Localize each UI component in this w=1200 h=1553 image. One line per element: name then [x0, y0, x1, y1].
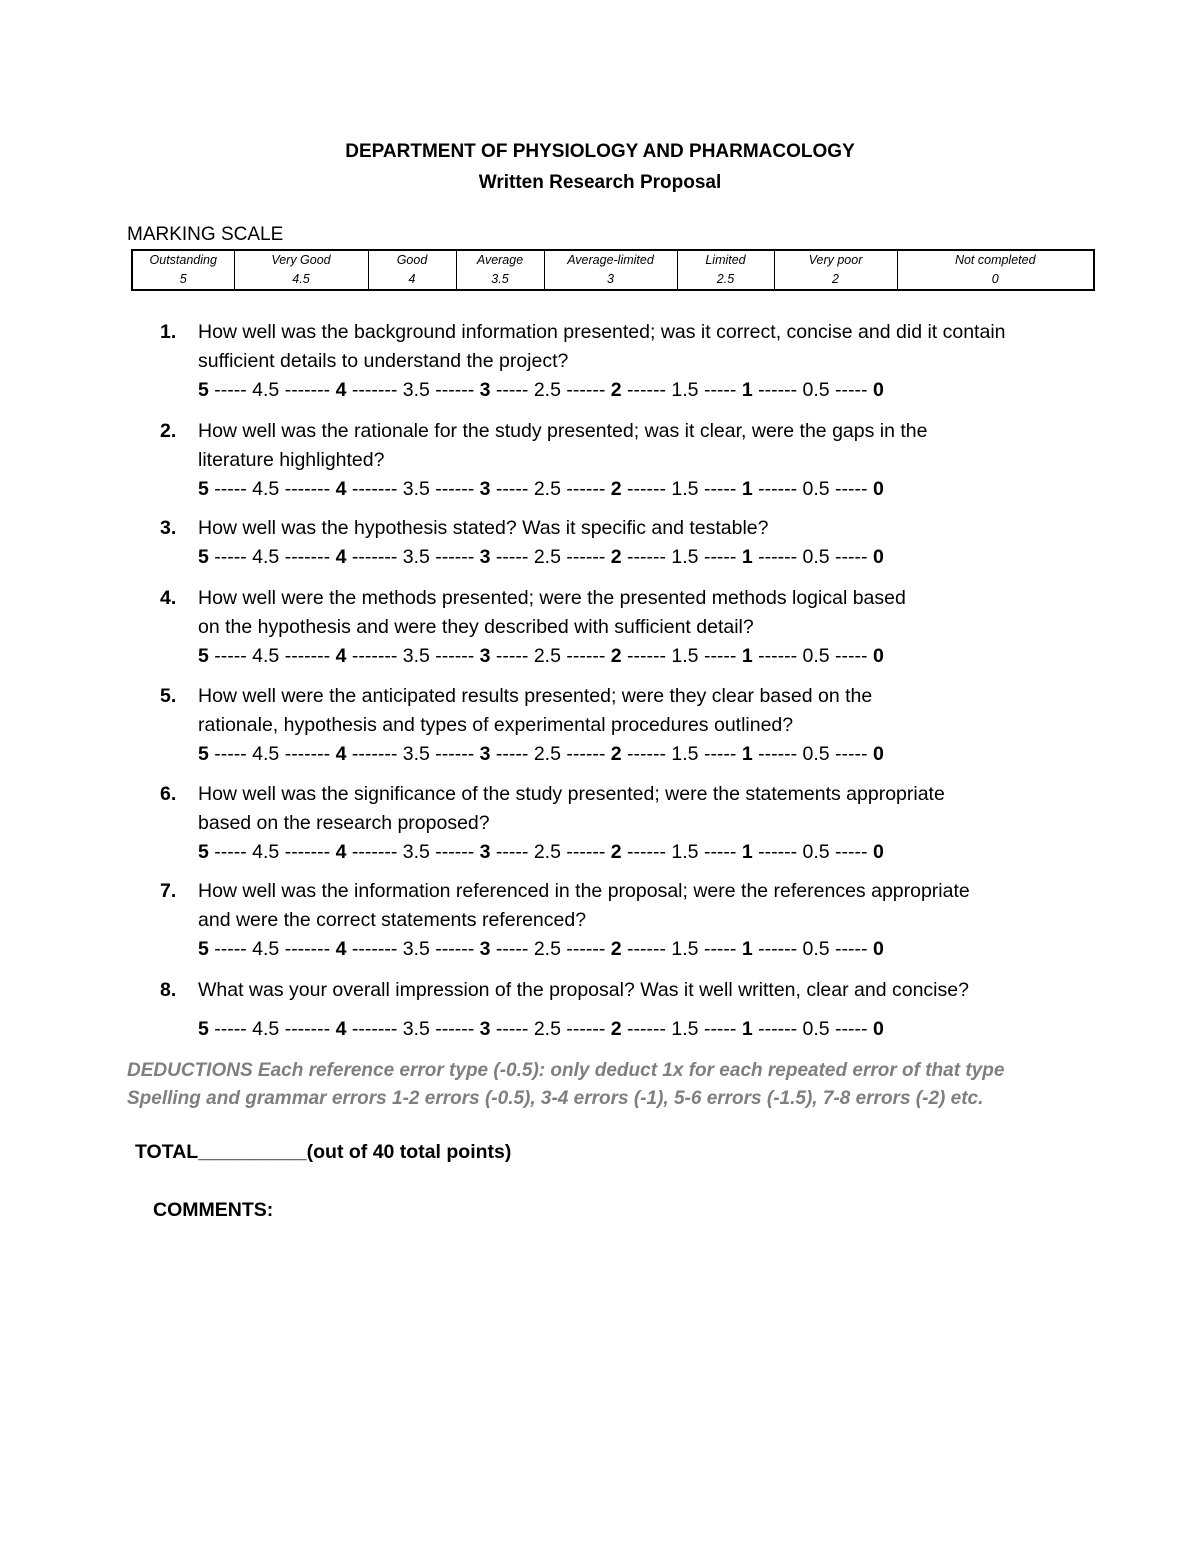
score-option[interactable]: 0 — [872, 841, 884, 863]
score-separator: ------ — [560, 938, 611, 960]
score-option[interactable]: 2.5 — [533, 938, 561, 960]
score-option[interactable]: 1.5 — [671, 379, 699, 401]
score-option[interactable]: 4 — [335, 743, 347, 765]
question-text-line: How well was the rationale for the study presented; was it clear, were the gaps in the — [198, 420, 928, 442]
score-option[interactable]: 1 — [741, 478, 753, 500]
score-separator: ----- — [698, 841, 742, 863]
score-option[interactable]: 0.5 — [802, 478, 830, 500]
question-number: 2. — [160, 420, 177, 442]
score-option[interactable]: 5 — [198, 938, 209, 960]
score-separator: ----- — [490, 478, 534, 500]
score-option[interactable]: 4.5 — [252, 478, 280, 500]
score-separator: ----- — [208, 938, 253, 960]
score-separator: ------ — [752, 478, 803, 500]
total-label: TOTAL — [135, 1141, 199, 1163]
score-separator: ------ — [621, 938, 672, 960]
question-text-line: How well was the information referenced in the proposal; were the references appropriate — [198, 880, 970, 902]
comments-label: COMMENTS: — [153, 1199, 274, 1221]
score-option[interactable]: 3.5 — [402, 841, 430, 863]
score-option[interactable]: 0.5 — [802, 546, 830, 568]
score-option[interactable]: 0.5 — [802, 1018, 830, 1040]
question-item — [160, 584, 1120, 671]
score-separator: ----- — [208, 379, 253, 401]
score-option[interactable]: 1.5 — [671, 938, 699, 960]
scale-cell — [774, 250, 897, 290]
score-option[interactable]: 2 — [610, 645, 622, 667]
scale-level-label: Not completed — [954, 253, 1036, 267]
score-separator: ------ — [429, 1018, 480, 1040]
question-number: 3. — [160, 517, 177, 539]
score-separator: ------ — [752, 546, 803, 568]
scale-level-value: 4.5 — [292, 272, 310, 286]
score-separator: ----- — [829, 379, 873, 401]
score-option[interactable]: 0 — [872, 938, 884, 960]
score-option[interactable]: 1 — [741, 938, 753, 960]
score-separator: ------ — [560, 645, 611, 667]
score-separator: ----- — [698, 478, 742, 500]
question-item — [160, 318, 1120, 405]
score-option[interactable]: 2.5 — [533, 478, 561, 500]
score-option[interactable]: 1.5 — [671, 1018, 699, 1040]
score-separator: ------ — [429, 938, 480, 960]
score-separator: ------- — [346, 841, 403, 863]
marking-scale-row — [132, 250, 1094, 290]
scale-level-value: 3.5 — [491, 272, 509, 286]
score-separator: ----- — [208, 841, 253, 863]
score-option[interactable]: 3 — [479, 379, 491, 401]
score-separator: ----- — [829, 645, 873, 667]
score-option[interactable]: 4 — [335, 841, 347, 863]
score-separator: ------ — [621, 841, 672, 863]
deductions-line-2: Spelling and grammar errors 1-2 errors (-0.5), 3-4 errors (-1), 5-6 errors (-1.5), 7-8 errors (-2) etc. — [127, 1088, 984, 1109]
score-option[interactable]: 2 — [610, 743, 622, 765]
score-option[interactable]: 1.5 — [671, 743, 699, 765]
scale-level-label: Very Good — [271, 253, 331, 267]
scale-level-value: 4 — [408, 272, 416, 286]
question-text-line: How well were the anticipated results presented; were they clear based on the — [198, 685, 873, 707]
score-option[interactable]: 1.5 — [671, 546, 699, 568]
total-blank[interactable]: __________ — [198, 1141, 307, 1163]
score-separator: ----- — [208, 743, 253, 765]
score-separator: ----- — [698, 546, 742, 568]
score-option[interactable]: 5 — [198, 841, 209, 863]
score-separator: ----- — [490, 379, 534, 401]
score-separator: ----- — [490, 938, 534, 960]
score-option[interactable]: 0 — [872, 379, 884, 401]
score-separator: ------ — [752, 743, 803, 765]
scale-level-value: 5 — [179, 272, 187, 286]
score-separator: ------ — [752, 1018, 803, 1040]
score-separator: ------ — [621, 743, 672, 765]
question-item — [160, 417, 1120, 504]
score-option[interactable]: 0 — [872, 743, 884, 765]
score-option[interactable]: 3.5 — [402, 743, 430, 765]
score-separator: ----- — [698, 645, 742, 667]
score-option[interactable]: 5 — [198, 478, 209, 500]
score-separator: ----- — [698, 743, 742, 765]
score-separator: ------- — [346, 938, 403, 960]
score-scale[interactable] — [198, 543, 1120, 572]
score-separator: ----- — [208, 546, 253, 568]
score-separator: ------- — [346, 743, 403, 765]
deductions-note — [127, 1057, 1004, 1113]
score-separator: ------ — [560, 546, 611, 568]
score-option[interactable]: 2.5 — [533, 645, 561, 667]
question-item — [160, 976, 1120, 1044]
score-separator: ------ — [429, 546, 480, 568]
scale-cell — [368, 250, 456, 290]
score-separator: ------- — [279, 841, 336, 863]
score-separator: ------ — [429, 645, 480, 667]
score-option[interactable]: 3.5 — [402, 645, 430, 667]
score-separator: ----- — [698, 379, 742, 401]
score-separator: ------ — [752, 841, 803, 863]
score-option[interactable]: 4 — [335, 546, 347, 568]
score-separator: ----- — [698, 938, 742, 960]
score-scale[interactable] — [198, 1015, 1120, 1044]
score-separator: ------- — [346, 379, 403, 401]
score-option[interactable]: 4 — [335, 645, 347, 667]
score-separator: ----- — [829, 478, 873, 500]
score-separator: ----- — [490, 1018, 534, 1040]
scale-level-label: Average-limited — [567, 253, 654, 267]
score-separator: ------- — [279, 379, 336, 401]
score-option[interactable]: 2 — [610, 478, 622, 500]
marking-scale-label: MARKING SCALE — [127, 224, 284, 245]
score-separator: ------ — [752, 938, 803, 960]
score-option[interactable]: 1.5 — [671, 841, 699, 863]
score-option[interactable]: 0.5 — [802, 645, 830, 667]
score-option[interactable]: 3.5 — [402, 379, 430, 401]
question-number: 5. — [160, 685, 177, 707]
score-separator: ------- — [346, 645, 403, 667]
scale-cell — [234, 250, 368, 290]
total-suffix: (out of 40 total points) — [306, 1141, 512, 1163]
question-number: 6. — [160, 783, 177, 805]
scale-level-value: 2 — [832, 272, 839, 286]
score-option[interactable]: 3 — [479, 938, 491, 960]
question-text-line: What was your overall impression of the proposal? Was it well written, clear and concise? — [198, 979, 969, 1001]
score-separator: ------ — [621, 546, 672, 568]
question-body — [198, 417, 1120, 504]
score-separator: ----- — [829, 546, 873, 568]
question-item — [160, 877, 1120, 964]
score-separator: ------ — [621, 645, 672, 667]
scale-level-label: Outstanding — [149, 253, 217, 267]
scale-cell — [897, 250, 1094, 290]
score-separator: ------- — [279, 743, 336, 765]
score-option[interactable]: 3 — [479, 743, 491, 765]
question-item — [160, 682, 1120, 769]
scale-level-label: Average — [476, 253, 524, 267]
question-number: 7. — [160, 880, 177, 902]
question-body — [198, 318, 1120, 405]
question-text-line: based on the research proposed? — [198, 812, 490, 834]
score-option[interactable]: 0.5 — [802, 743, 830, 765]
score-separator: ------ — [752, 379, 803, 401]
question-item — [160, 514, 1120, 572]
score-separator: ------ — [429, 841, 480, 863]
score-separator: ------- — [279, 478, 336, 500]
score-option[interactable]: 1 — [741, 841, 753, 863]
score-option[interactable]: 2.5 — [533, 546, 561, 568]
question-text-line: rationale, hypothesis and types of experimental procedures outlined? — [198, 714, 794, 736]
score-scale[interactable] — [198, 838, 1120, 867]
score-option[interactable]: 5 — [198, 743, 209, 765]
score-scale[interactable] — [198, 376, 1120, 405]
score-option[interactable]: 2 — [610, 379, 622, 401]
department-title: DEPARTMENT OF PHYSIOLOGY AND PHARMACOLOGY — [345, 141, 855, 162]
score-option[interactable]: 4.5 — [252, 743, 280, 765]
score-option[interactable]: 0.5 — [802, 841, 830, 863]
score-separator: ------- — [279, 645, 336, 667]
scale-level-label: Limited — [705, 253, 746, 267]
score-scale[interactable] — [198, 740, 1120, 769]
score-option[interactable]: 2 — [610, 1018, 622, 1040]
score-option[interactable]: 1 — [741, 379, 753, 401]
score-separator: ------ — [560, 841, 611, 863]
score-separator: ------ — [621, 1018, 672, 1040]
total-field[interactable] — [135, 1138, 511, 1166]
score-separator: ------ — [560, 743, 611, 765]
question-body — [198, 877, 1120, 964]
score-option[interactable]: 4.5 — [252, 938, 280, 960]
score-scale[interactable] — [198, 642, 1120, 671]
score-option[interactable]: 4 — [335, 938, 347, 960]
question-number: 8. — [160, 979, 177, 1001]
score-separator: ------ — [752, 645, 803, 667]
question-text-line: How well was the significance of the study presented; were the statements appropriate — [198, 783, 945, 805]
score-separator: ------- — [279, 938, 336, 960]
question-number: 1. — [160, 321, 177, 343]
score-separator: ----- — [208, 478, 253, 500]
score-option[interactable]: 1.5 — [671, 478, 699, 500]
score-option[interactable]: 4 — [335, 478, 347, 500]
score-option[interactable]: 5 — [198, 379, 209, 401]
question-text-line: How well were the methods presented; were the presented methods logical based — [198, 587, 906, 609]
score-option[interactable]: 2.5 — [533, 743, 561, 765]
score-option[interactable]: 3 — [479, 478, 491, 500]
score-option[interactable]: 3 — [479, 1018, 491, 1040]
question-number: 4. — [160, 587, 177, 609]
score-separator: ------ — [429, 379, 480, 401]
score-separator: ------ — [560, 379, 611, 401]
score-option[interactable]: 3 — [479, 546, 491, 568]
document-header — [0, 136, 1200, 198]
score-option[interactable]: 3 — [479, 645, 491, 667]
form-title: Written Research Proposal — [478, 172, 722, 193]
score-option[interactable]: 5 — [198, 645, 209, 667]
score-option[interactable]: 0 — [872, 1018, 884, 1040]
score-option[interactable]: 2 — [610, 841, 622, 863]
score-option[interactable]: 0 — [872, 478, 884, 500]
score-option[interactable]: 3.5 — [402, 1018, 430, 1040]
score-separator: ----- — [829, 938, 873, 960]
deductions-line-1: DEDUCTIONS Each reference error type (-0.5): only deduct 1x for each repeated error of that type — [127, 1060, 1005, 1081]
question-body — [198, 976, 1120, 1044]
score-option[interactable]: 4 — [335, 379, 347, 401]
score-option[interactable]: 0 — [872, 645, 884, 667]
score-option[interactable]: 3 — [479, 841, 491, 863]
score-option[interactable]: 2 — [610, 938, 622, 960]
score-scale[interactable] — [198, 475, 1120, 504]
score-option[interactable]: 4.5 — [252, 841, 280, 863]
scale-cell — [132, 250, 234, 290]
question-text-line: literature highlighted? — [198, 449, 385, 471]
scale-cell — [456, 250, 544, 290]
score-separator: ------ — [560, 1018, 611, 1040]
marking-scale-table — [131, 249, 1095, 291]
score-separator: ------- — [346, 1018, 403, 1040]
score-separator: ------- — [346, 546, 403, 568]
scale-cell — [544, 250, 677, 290]
question-text-line: on the hypothesis and were they described with sufficient detail? — [198, 616, 754, 638]
question-item — [160, 780, 1120, 867]
score-option[interactable]: 0.5 — [802, 379, 830, 401]
score-option[interactable]: 0 — [872, 546, 884, 568]
score-option[interactable]: 5 — [198, 1018, 209, 1040]
score-option[interactable]: 2 — [610, 546, 622, 568]
score-scale[interactable] — [198, 935, 1120, 964]
score-option[interactable]: 4.5 — [252, 546, 280, 568]
score-option[interactable]: 3.5 — [402, 546, 430, 568]
score-separator: ----- — [490, 546, 534, 568]
score-separator: ----- — [829, 1018, 873, 1040]
scale-level-value: 0 — [991, 272, 999, 286]
score-option[interactable]: 2.5 — [533, 1018, 561, 1040]
score-option[interactable]: 1 — [741, 645, 753, 667]
score-separator: ----- — [208, 645, 253, 667]
score-option[interactable]: 1 — [741, 743, 753, 765]
question-body — [198, 514, 1120, 572]
score-option[interactable]: 2.5 — [533, 379, 561, 401]
score-option[interactable]: 2.5 — [533, 841, 561, 863]
score-option[interactable]: 0.5 — [802, 938, 830, 960]
scale-level-value: 3 — [607, 272, 614, 286]
question-text-line: How well was the hypothesis stated? Was it specific and testable? — [198, 517, 769, 539]
score-separator: ----- — [829, 743, 873, 765]
score-option[interactable]: 1 — [741, 1018, 753, 1040]
question-body — [198, 584, 1120, 671]
score-option[interactable]: 4.5 — [252, 1018, 280, 1040]
score-separator: ------ — [560, 478, 611, 500]
score-separator: ------- — [279, 546, 336, 568]
score-separator: ------ — [429, 743, 480, 765]
score-separator: ------ — [621, 478, 672, 500]
question-body — [198, 780, 1120, 867]
score-separator: ----- — [490, 743, 534, 765]
question-text-line: and were the correct statements referenced? — [198, 909, 587, 931]
score-option[interactable]: 1 — [741, 546, 753, 568]
question-text-line: sufficient details to understand the project? — [198, 350, 569, 372]
scale-cell — [677, 250, 774, 290]
score-separator: ----- — [698, 1018, 742, 1040]
score-separator: ----- — [208, 1018, 253, 1040]
scale-level-label: Very poor — [808, 253, 863, 267]
score-option[interactable]: 3.5 — [402, 938, 430, 960]
score-option[interactable]: 1.5 — [671, 645, 699, 667]
question-text-line: How well was the background information presented; was it correct, concise and did it contain — [198, 321, 1006, 343]
score-separator: ------ — [621, 379, 672, 401]
score-separator: ----- — [490, 645, 534, 667]
score-option[interactable]: 5 — [198, 546, 209, 568]
score-option[interactable]: 4.5 — [252, 645, 280, 667]
score-option[interactable]: 4.5 — [252, 379, 280, 401]
score-separator: ----- — [490, 841, 534, 863]
score-separator: ------ — [429, 478, 480, 500]
score-separator: ------- — [279, 1018, 336, 1040]
score-separator: ----- — [829, 841, 873, 863]
scale-level-value: 2.5 — [716, 272, 735, 286]
question-body — [198, 682, 1120, 769]
scale-level-label: Good — [396, 253, 428, 267]
score-option[interactable]: 3.5 — [402, 478, 430, 500]
score-option[interactable]: 4 — [335, 1018, 347, 1040]
score-separator: ------- — [346, 478, 403, 500]
